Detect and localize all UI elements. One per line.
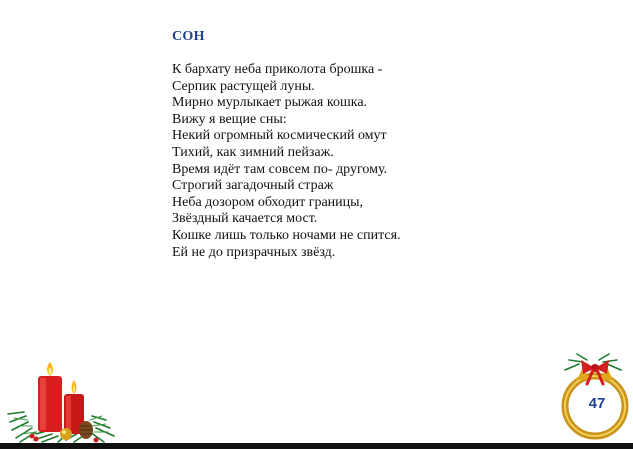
poem-line: Неба дозором обходит границы,	[172, 194, 364, 210]
poem-line: Звёздный качается мост.	[172, 211, 318, 227]
poem-line: Время идёт там совсем по- другому.	[172, 161, 388, 177]
christmas-candles-icon	[6, 360, 118, 444]
poem-line: Вижу я вещие сны:	[172, 111, 287, 127]
poem-line: К бархату неба приколота брошка -	[172, 62, 383, 77]
poem-line: Строгий загадочный страж	[172, 178, 334, 194]
christmas-wreath-icon	[555, 348, 633, 440]
poem-line: Серпик растущей луны.	[172, 78, 315, 94]
poem-title: СОН	[172, 29, 205, 44]
poem-line: Тихий, как зимний пейзаж.	[172, 144, 334, 160]
poem-line: Ей не до призрачных звёзд.	[172, 244, 336, 260]
poem-line: Мирно мурлыкает рыжая кошка.	[172, 95, 368, 111]
page-number: 47	[588, 395, 606, 412]
poem-line: Некий огромный космический омут	[172, 128, 387, 144]
poem-line: Кошке лишь только ночами не спится.	[172, 227, 401, 243]
bottom-border	[0, 443, 633, 449]
poem-body	[172, 62, 401, 261]
